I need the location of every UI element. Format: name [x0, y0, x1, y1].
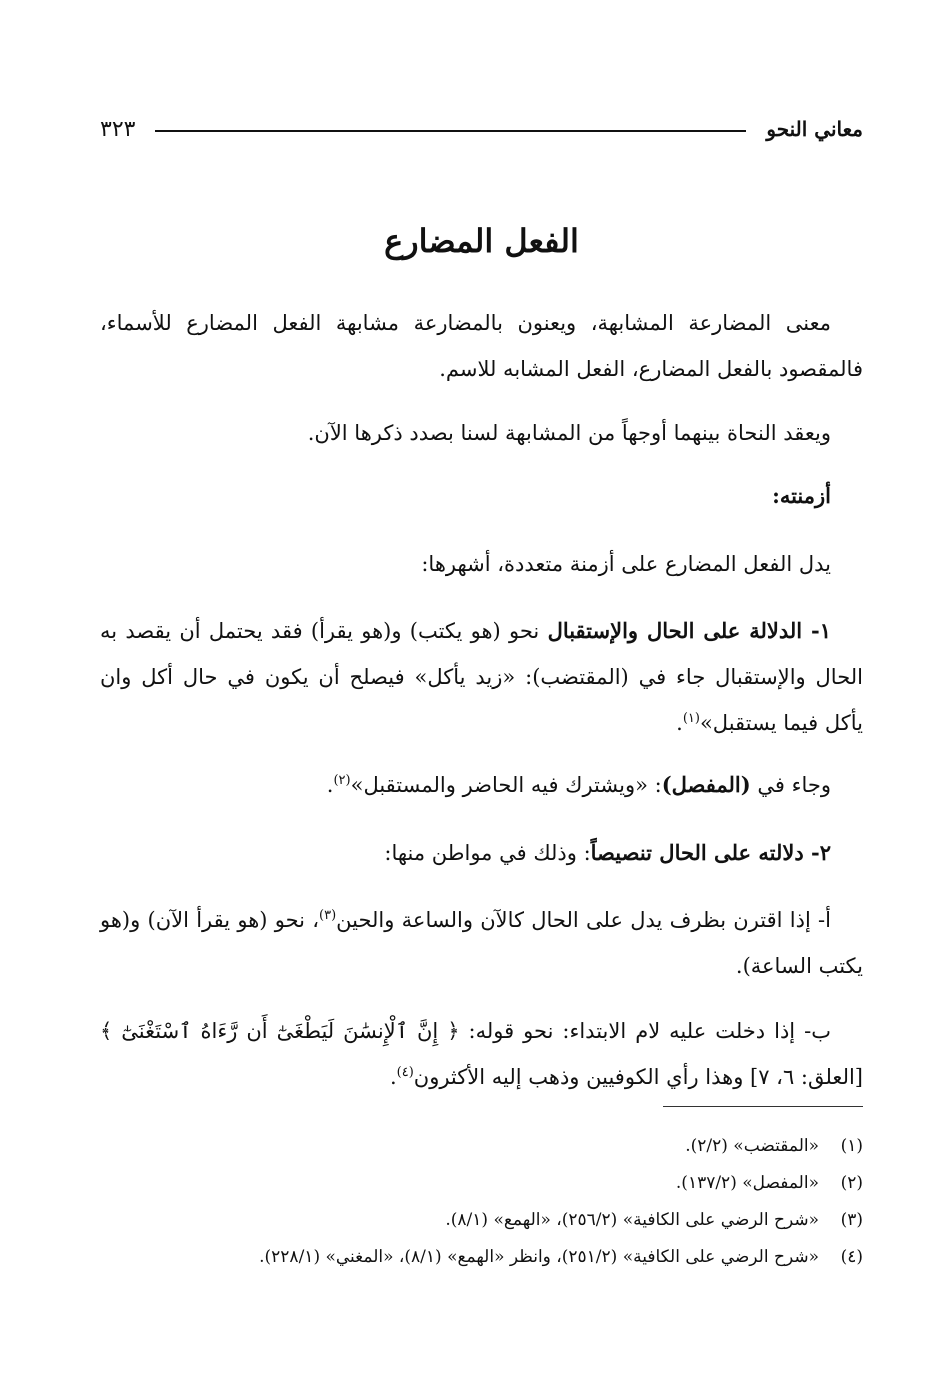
footnote-separator	[663, 1106, 863, 1107]
sub-b-paragraph	[100, 1008, 863, 1100]
item-2-heading: ٢- دلالته على الحال تنصيصاً	[590, 840, 831, 865]
running-title: معاني النحو	[766, 117, 863, 141]
section-title: الفعل المضارع	[384, 222, 579, 260]
mufassal-pre: وجاء في	[750, 773, 831, 797]
sub-b-end: .	[389, 1065, 397, 1089]
footnote-ref-4[interactable]: (٤)	[396, 1065, 414, 1080]
item-2-paragraph	[100, 830, 863, 876]
sub-a-paragraph	[100, 897, 863, 989]
footnote-number: (٤)	[840, 1247, 863, 1267]
footnote-text: «شرح الرضي على الكافية» (٢٥١/٢)، وانظر «الهمع» (٨/١)، «المغني» (٢٢٨/١).	[259, 1247, 819, 1267]
mufassal-end: .	[326, 773, 334, 797]
footnote-text: «المقتضب» (٢/٢).	[685, 1136, 819, 1156]
item-1-heading: ١- الدلالة على الحال والإستقبال	[547, 618, 832, 643]
footnote-item	[100, 1128, 863, 1165]
mufassal-paragraph	[100, 762, 863, 808]
subheading-tenses: أزمنته:	[772, 483, 831, 508]
footnote-number: (٣)	[840, 1210, 863, 1230]
item-1-end: .	[676, 711, 683, 735]
footnote-ref-2[interactable]: (٢)	[333, 773, 351, 788]
sub-a-text: أ- إذا اقترن بظرف يدل على الحال كالآن والساعة والحين	[336, 908, 831, 932]
sub-b-text: ب- إذا دخلت عليه لام الابتداء: نحو قوله:	[459, 1019, 831, 1043]
header-rule	[155, 130, 746, 132]
footnote-item	[100, 1239, 863, 1276]
item-1-text: نحو (هو يكتب) و(هو يقرأ) فقد يحتمل أن يقصد به الحال والإستقبال جاء في (المقتضب): «زيد يأكل» فيصلح أن يكون في حال أكل وان يأكل فيما يستقبل»	[100, 619, 863, 735]
footnote-text: «شرح الرضي على الكافية» (٢٥٦/٢)، «الهمع» (٨/١).	[445, 1210, 819, 1230]
intro-paragraph-2: ويعقد النحاة بينهما أوجهاً من المشابهة لسنا بصدد ذكرها الآن.	[307, 421, 831, 445]
intro-paragraph-1: معنى المضارعة المشابهة، ويعنون بالمضارعة مشابهة الفعل المضارع للأسماء، فالمقصود بالفعل المضارع، الفعل المشابه للاسم.	[100, 311, 863, 381]
item-1-paragraph	[100, 608, 863, 746]
footnote-ref-3[interactable]: (٣)	[319, 908, 337, 923]
item-2-text: : وذلك في مواطن منها:	[384, 841, 591, 865]
footnote-number: (١)	[840, 1136, 863, 1156]
footnote-ref-1[interactable]: (١)	[682, 711, 700, 726]
footnote-number: (٢)	[840, 1173, 863, 1193]
quran-verse: ﴿ إِنَّ ٱلْإِنسَٰنَ لَيَطْغَىٰٓ أَن رَّءَاهُ ٱسْتَغْنَىٰٓ ﴾	[100, 1019, 460, 1043]
footnote-item	[100, 1202, 863, 1239]
footnote-item	[100, 1165, 863, 1202]
mufassal-source: (المفصل)	[661, 772, 751, 797]
running-header	[100, 112, 863, 146]
tenses-intro: يدل الفعل المضارع على أزمنة متعددة، أشهرها:	[421, 552, 831, 576]
mufassal-text: : «ويشترك فيه الحاضر والمستقبل»	[350, 773, 662, 797]
sub-b-citation: [العلق: ٦، ٧] وهذا رأي الكوفيين وذهب إليه الأكثرون	[413, 1065, 863, 1089]
footnotes-list	[100, 1128, 863, 1276]
footnote-text: «المفصل» (١٣٧/٢).	[675, 1173, 819, 1193]
page-number: ٣٢٣	[100, 116, 136, 142]
sub-a-rest: ، نحو (هو يقرأ الآن) و(هو يكتب الساعة).	[100, 908, 863, 978]
